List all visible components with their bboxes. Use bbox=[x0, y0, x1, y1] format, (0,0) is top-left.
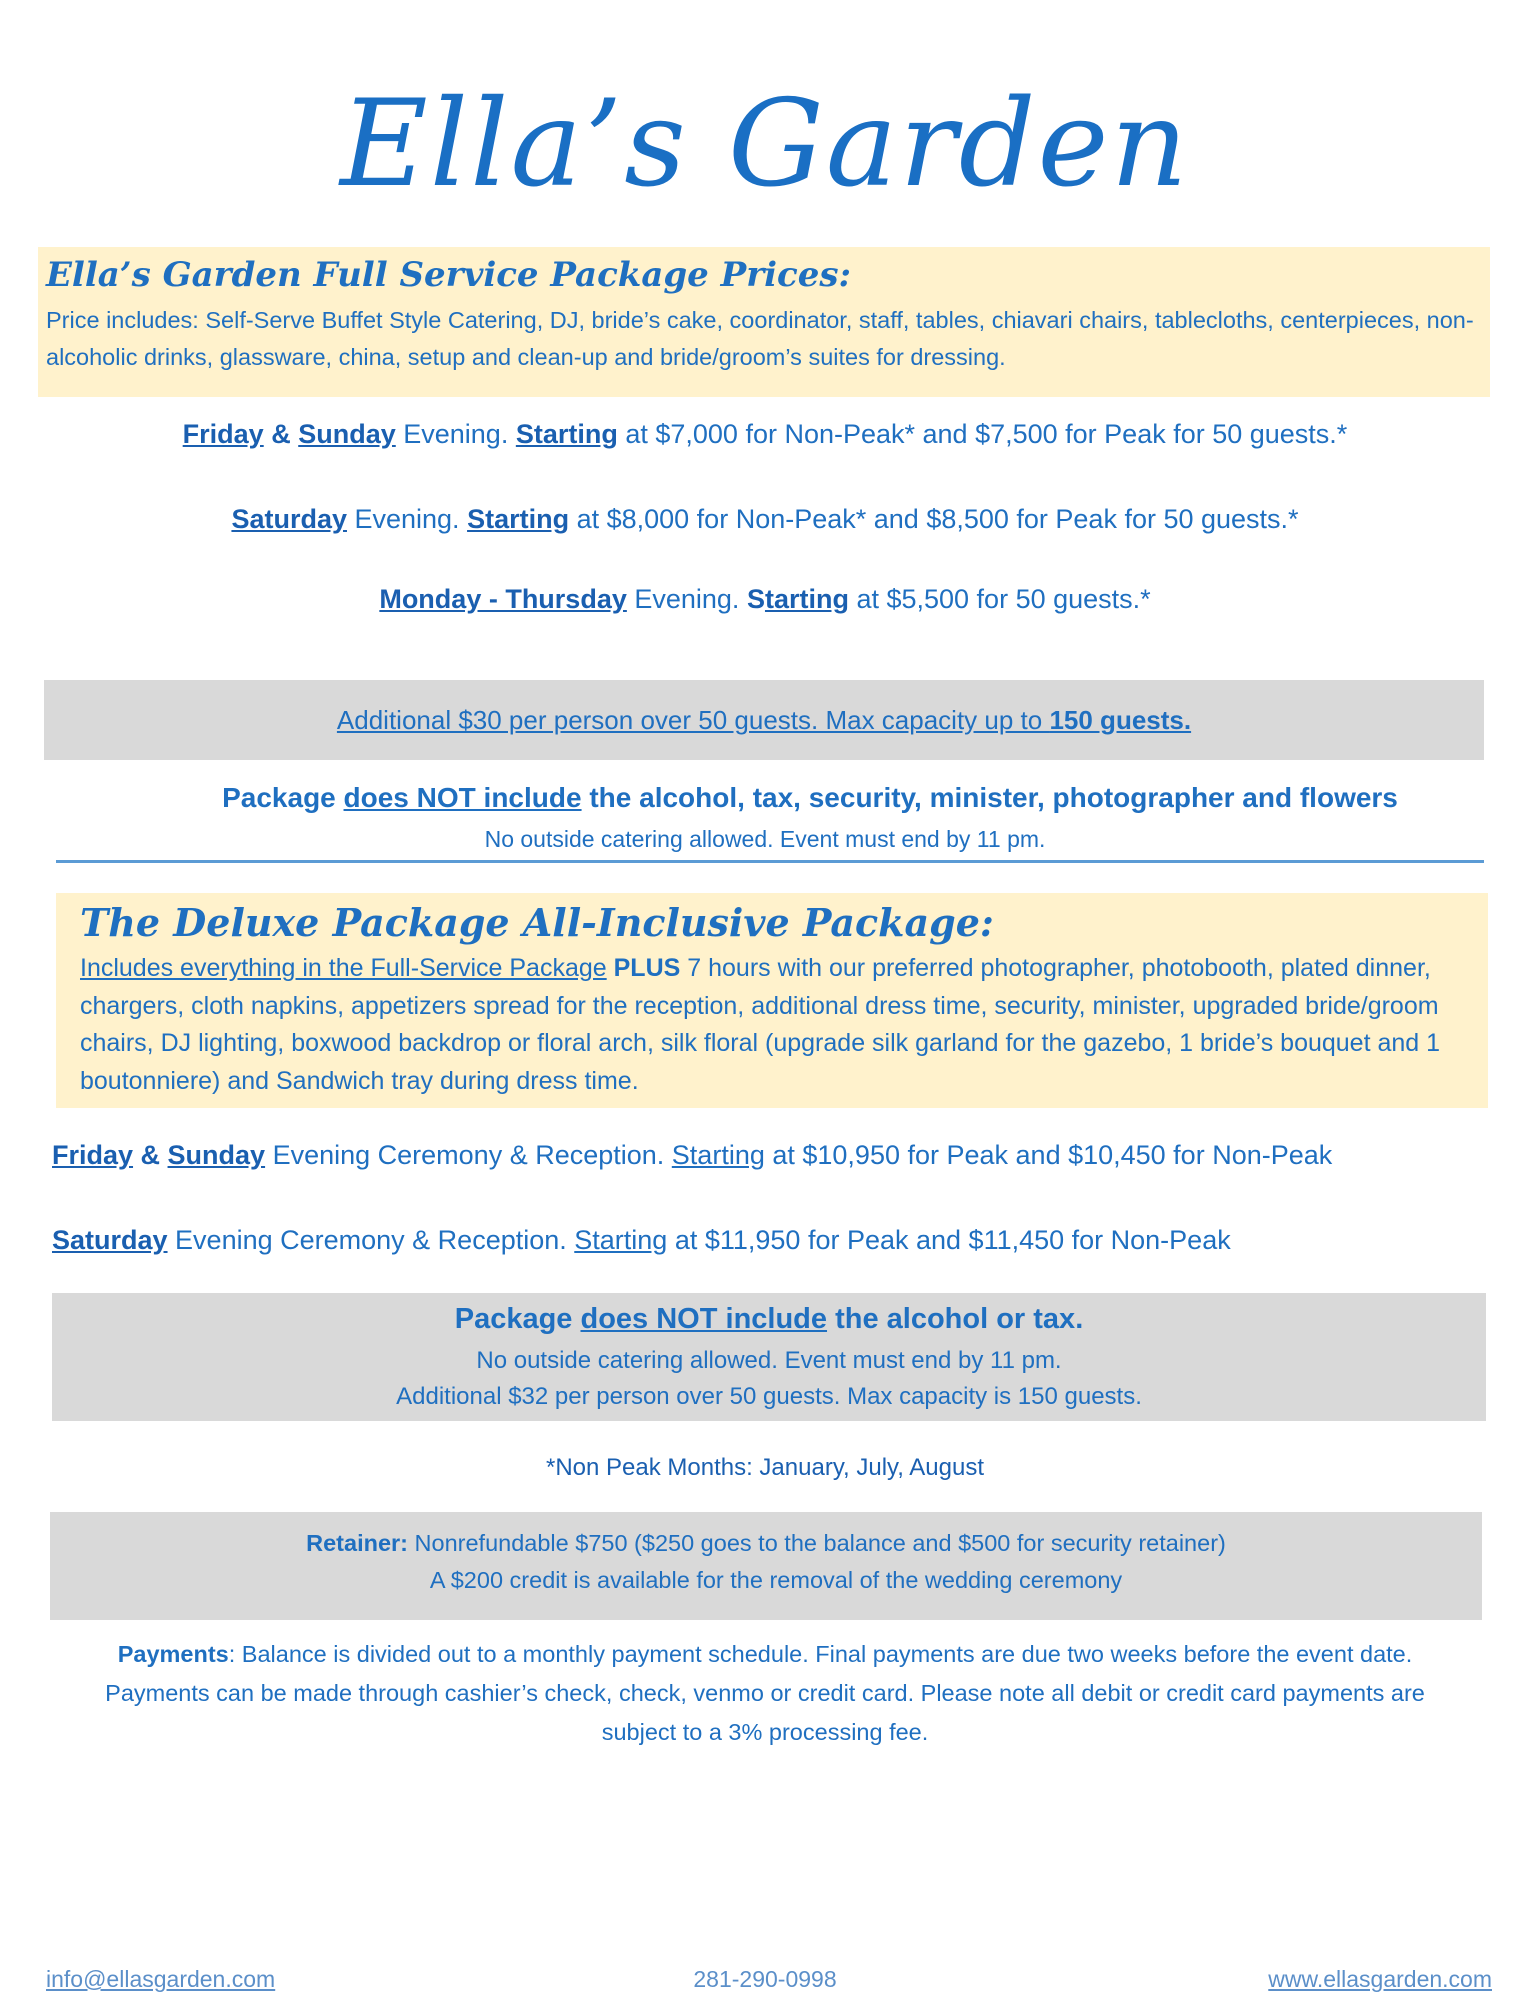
payments-note bbox=[70, 1635, 1460, 1752]
section-divider bbox=[56, 860, 1484, 863]
amp: & bbox=[133, 1140, 168, 1170]
day-saturday: Saturday bbox=[231, 504, 347, 534]
full-service-title: Ella’s Garden Full Service Package Prices: bbox=[46, 255, 852, 295]
venue-logo: Ella’s Garden bbox=[340, 75, 1190, 214]
deluxe-desc-rest: 7 hours with our preferred photographer, photobooth, plated dinner, chargers, cloth napkins, appetizers spread for the reception, additional dress time, security, minister, upgraded bride/groom chairs, DJ lighting, boxwood backdrop or floral arch, silk floral (upgrade silk garland for the gazebo, 1 bride’s bouquet and 1 boutonniere) and Sandwich tray during dress time. bbox=[80, 954, 1441, 1095]
price-mid: Evening. bbox=[346, 504, 468, 534]
deluxe-price-sat bbox=[52, 1220, 1231, 1260]
deluxe-price-fri-sun bbox=[52, 1135, 1332, 1175]
full-exclusions-note: No outside catering allowed. Event must end by 11 pm. bbox=[484, 826, 1046, 852]
additional-bold: 150 guests. bbox=[1049, 705, 1192, 735]
payments-text: : Balance is divided out to a monthly payment schedule. Final payments are due two weeks before the event date. Payments can be made through cashier’s check, check, venmo or credit card. Please note all debit or credit card payments are subject to a 3% processing fee. bbox=[105, 1641, 1425, 1745]
price-rest: at $11,950 for Peak and $11,450 for Non-Peak bbox=[667, 1225, 1231, 1255]
excl-post: the alcohol, tax, security, minister, photographer and flowers bbox=[581, 782, 1398, 813]
payments-label: Payments bbox=[117, 1641, 229, 1667]
excl-under: does NOT include bbox=[343, 782, 582, 813]
retainer-line-1 bbox=[50, 1525, 1482, 1561]
retainer-label: Retainer: bbox=[306, 1530, 409, 1556]
starting-label: tarting bbox=[764, 584, 849, 614]
retainer-line-2: A $200 credit is available for the removal of the wedding ceremony bbox=[429, 1567, 1123, 1593]
price-rest: at $7,000 for Non-Peak* and $7,500 for Peak for 50 guests.* bbox=[617, 419, 1348, 449]
non-peak-months: *Non Peak Months: January, July, August bbox=[545, 1454, 984, 1481]
deluxe-title: The Deluxe Package All-Inclusive Package: bbox=[80, 900, 994, 945]
starting-label: Starting bbox=[574, 1225, 668, 1255]
price-rest: at $8,000 for Non-Peak* and $8,500 for Peak for 50 guests.* bbox=[569, 504, 1299, 534]
day-mon-thu: Monday - Thursday bbox=[379, 584, 627, 614]
excl-pre: Package bbox=[222, 782, 344, 813]
price-mid: Evening Ceremony & Reception. bbox=[167, 1225, 575, 1255]
excl-pre: Package bbox=[454, 1303, 581, 1335]
starting-label: Starting bbox=[515, 419, 618, 449]
deluxe-desc-plus: PLUS bbox=[613, 954, 681, 982]
deluxe-description bbox=[80, 950, 1470, 1100]
starting-s: S bbox=[746, 584, 765, 614]
full-service-description: Price includes: Self-Serve Buffet Style Catering, DJ, bride’s cake, coordinator, staff, tables, chiavari chairs, tablecloths, centerpieces, non-alcoholic drinks, glassware, china, setup and clean-up and bride/groom’s suites for dressing. bbox=[46, 307, 1474, 370]
price-rest: at $5,500 for 50 guests.* bbox=[848, 584, 1151, 614]
deluxe-desc-under: Includes everything in the Full-Service Package bbox=[80, 954, 607, 982]
starting-label: Starting bbox=[671, 1140, 765, 1170]
price-mid: Evening. bbox=[395, 419, 516, 449]
footer-website-link[interactable]: www.ellasgarden.com bbox=[1268, 1966, 1492, 1992]
footer-email-link[interactable]: info@ellasgarden.com bbox=[46, 1966, 276, 1992]
price-mid: Evening Ceremony & Reception. bbox=[265, 1140, 672, 1170]
footer-phone: 281-290-0998 bbox=[693, 1966, 837, 1992]
day-sunday: Sunday bbox=[167, 1140, 266, 1170]
deluxe-exclusions-note-1: No outside catering allowed. Event must end by 11 pm. bbox=[476, 1347, 1062, 1374]
price-rest: at $10,950 for Peak and $10,450 for Non-Peak bbox=[764, 1140, 1333, 1170]
deluxe-exclusions bbox=[52, 1298, 1486, 1340]
full-price-mon-thu bbox=[0, 579, 1530, 619]
excl-under: does NOT include bbox=[580, 1303, 828, 1335]
full-price-sat bbox=[0, 499, 1530, 539]
full-price-fri-sun bbox=[0, 414, 1530, 454]
excl-post: the alcohol or tax. bbox=[827, 1303, 1084, 1335]
additional-guests-note bbox=[44, 680, 1484, 760]
retainer-text: Nonrefundable $750 ($250 goes to the balance and $500 for security retainer) bbox=[408, 1530, 1226, 1556]
starting-label: Starting bbox=[467, 504, 570, 534]
full-exclusions bbox=[0, 777, 1530, 819]
day-friday: Friday bbox=[182, 419, 264, 449]
amp: & bbox=[263, 419, 299, 449]
day-friday: Friday bbox=[52, 1140, 134, 1170]
day-saturday: Saturday bbox=[52, 1225, 168, 1255]
additional-text: Additional $30 per person over 50 guests. Max capacity up to bbox=[336, 705, 1050, 735]
deluxe-exclusions-note-2: Additional $32 per person over 50 guests. Max capacity is 150 guests. bbox=[396, 1383, 1142, 1410]
day-sunday: Sunday bbox=[298, 419, 396, 449]
price-mid: Evening. bbox=[626, 584, 747, 614]
